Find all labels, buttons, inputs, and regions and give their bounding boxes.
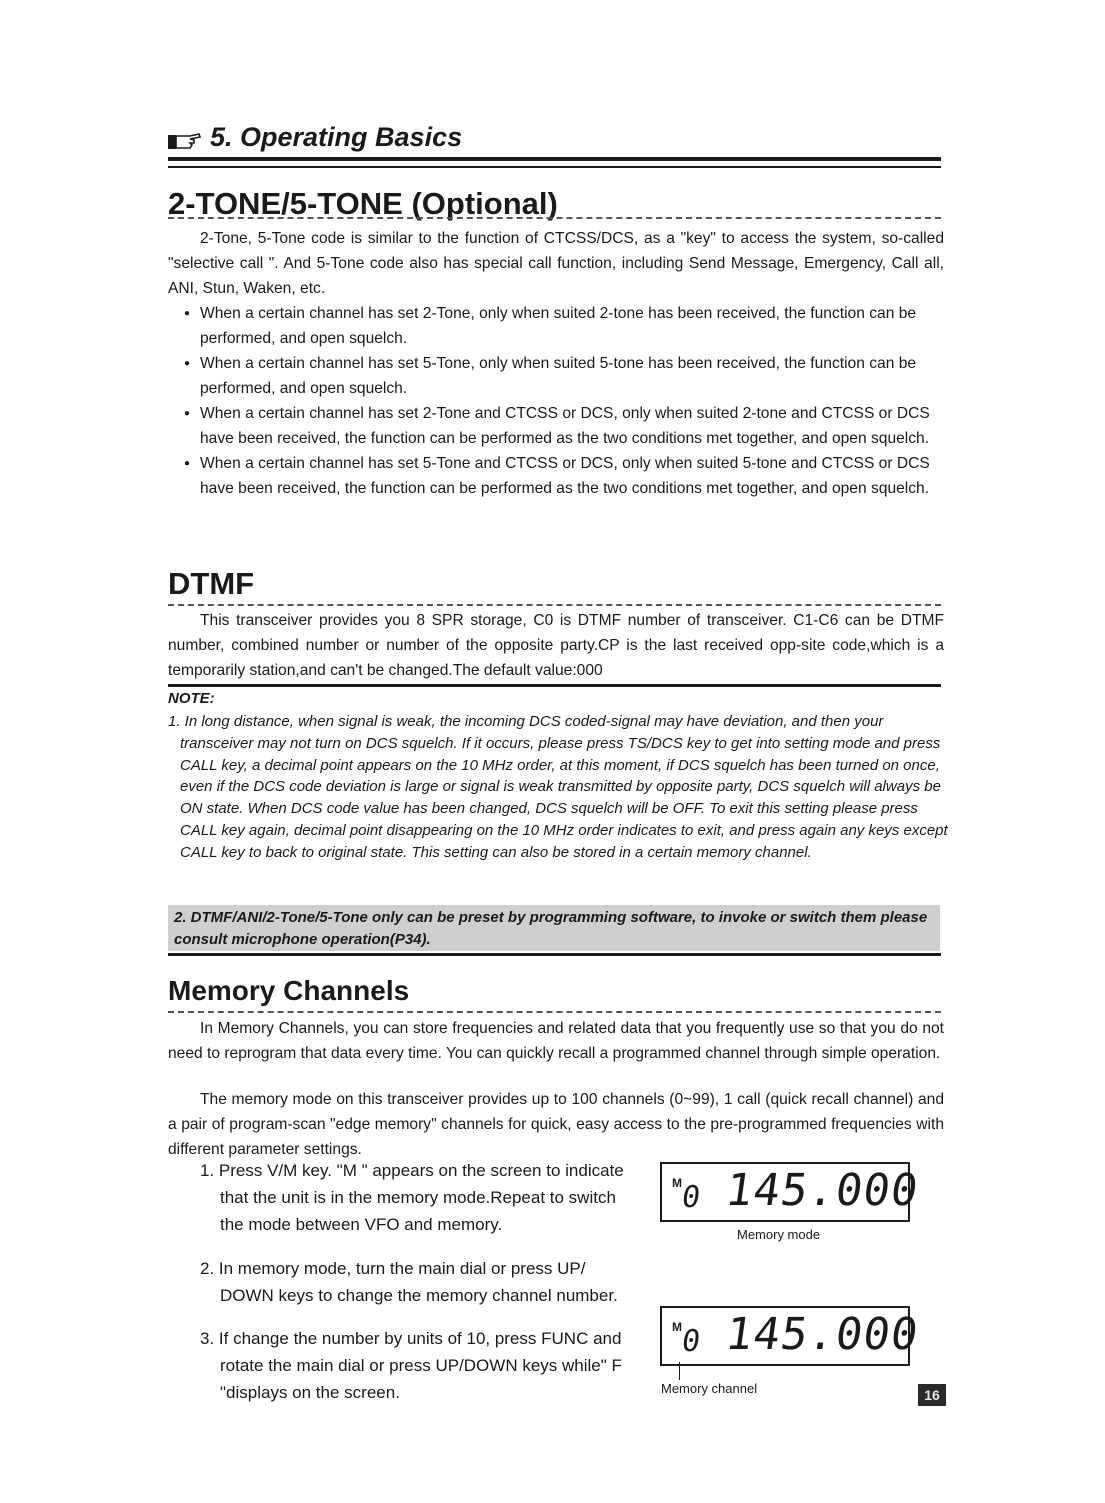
page-number: 16 [918,1384,946,1406]
step-item: 1. Press V/M key. "M " appears on the screen to indicate that the unit is in the memory mode.Repeat to switch the mode between VFO and memory. [200,1161,624,1234]
section-divider [168,1011,941,1013]
two-tone-intro: 2-Tone, 5-Tone code is similar to the function of CTCSS/DCS, as a "key" to access the system, so-called "selective call ". And 5-Tone code also has special call function, including Send Message, Emergency, Call all, ANI, Stun, Waken, etc. [168,230,944,297]
lcd-m-indicator: M [672,1320,682,1334]
lcd-caption: Memory channel [661,1381,758,1396]
section-title-memory: Memory Channels [168,975,410,1006]
list-item: ● When a certain channel has set 2-Tone, only when suited 2-tone has been received, the function can be performed, and open squelch. [184,301,944,351]
lcd-display-memory-mode [660,1162,923,1222]
section-title-two-tone: 2-TONE/5-TONE (Optional) [168,186,558,221]
memory-steps [200,1157,640,1238]
note-item-highlighted: 2. DTMF/ANI/2-Tone/5-Tone only can be preset by programming software, to invoke or switch them please consult microphone operation(P34). [168,905,940,951]
memory-steps [200,1255,640,1309]
list-item: ● When a certain channel has set 5-Tone and CTCSS or DCS, only when suited 5-tone and CTCSS or DCS have been received, the function can be performed as the two conditions met together, and open squelch. [184,451,944,501]
section-title-dtmf: DTMF [168,566,255,601]
header-rule-thin [168,166,941,168]
memory-para-1: In Memory Channels, you can store frequencies and related data that you frequently use so that you do not need to reprogram that data every time. You can quickly recall a programmed channel through simple operation. [168,1020,944,1062]
lcd-channel-digit: 0 [679,1324,703,1359]
lcd-display-memory-channel [660,1306,923,1366]
callout-line [679,1362,680,1380]
memory-steps [200,1325,640,1406]
step-item: 3. If change the number by units of 10, press FUNC and rotate the main dial or press UP/DOWN keys while" F "displays on the screen. [200,1329,622,1402]
note-label: NOTE: [168,690,215,707]
note-rule-bottom [168,953,941,956]
section-divider [168,217,941,219]
lcd-caption: Memory mode [737,1227,821,1242]
note-rule-top [168,684,941,687]
two-tone-bullet-list [184,301,944,501]
pointing-hand-icon [168,128,202,150]
section-divider [168,604,941,606]
dtmf-body: This transceiver provides you 8 SPR storage, C0 is DTMF number of transceiver. C1-C6 can be DTMF number, combined number or number of the opposite party.CP is the last received opp-site code,which is a temporarily station,and can't be changed.The default value:000 [168,612,944,679]
chapter-title: 5. Operating Basics [210,122,463,152]
lcd-m-indicator: M [672,1176,682,1190]
list-item: ● When a certain channel has set 2-Tone and CTCSS or DCS, only when suited 2-tone and CTCSS or DCS have been received, the function can be performed as the two conditions met together, and open squelch. [184,401,944,451]
chapter-heading [168,122,462,153]
list-item: ● When a certain channel has set 5-Tone, only when suited 5-tone has been received, the function can be performed, and open squelch. [184,351,944,401]
note-list [168,711,948,864]
header-rule [168,157,941,161]
note-item: 1. In long distance, when signal is weak, the incoming DCS coded-signal may have deviation, and then your transceiver may not turn on DCS squelch. If it occurs, please press TS/DCS key to get into setting mode and press CALL key, a decimal point appears on the 10 MHz order, at this moment, if DCS squelch has been turned on once, even if the DCS code deviation is large or signal is weak transmitted by opposite party, DCS squelch will always be ON state. When DCS code value has been changed, DCS squelch will be OFF. To exit this setting please press CALL key again, decimal point disappearing on the 10 MHz order indicates to exit, and press again any keys except CALL key to back to original state. This setting can also be stored in a certain memory channel. [168,713,948,861]
lcd-frequency: 145.000 [722,1165,923,1216]
step-item: 2. In memory mode, turn the main dial or press UP/ DOWN keys to change the memory channel number. [200,1259,618,1305]
lcd-channel-digit: 0 [679,1180,703,1215]
memory-para-2: The memory mode on this transceiver provides up to 100 channels (0~99), 1 call (quick recall channel) and a pair of program-scan "edge memory" channels for quick, easy access to the pre-programmed frequencies with different parameter settings. [168,1091,944,1158]
lcd-frequency: 145.000 [722,1309,923,1360]
